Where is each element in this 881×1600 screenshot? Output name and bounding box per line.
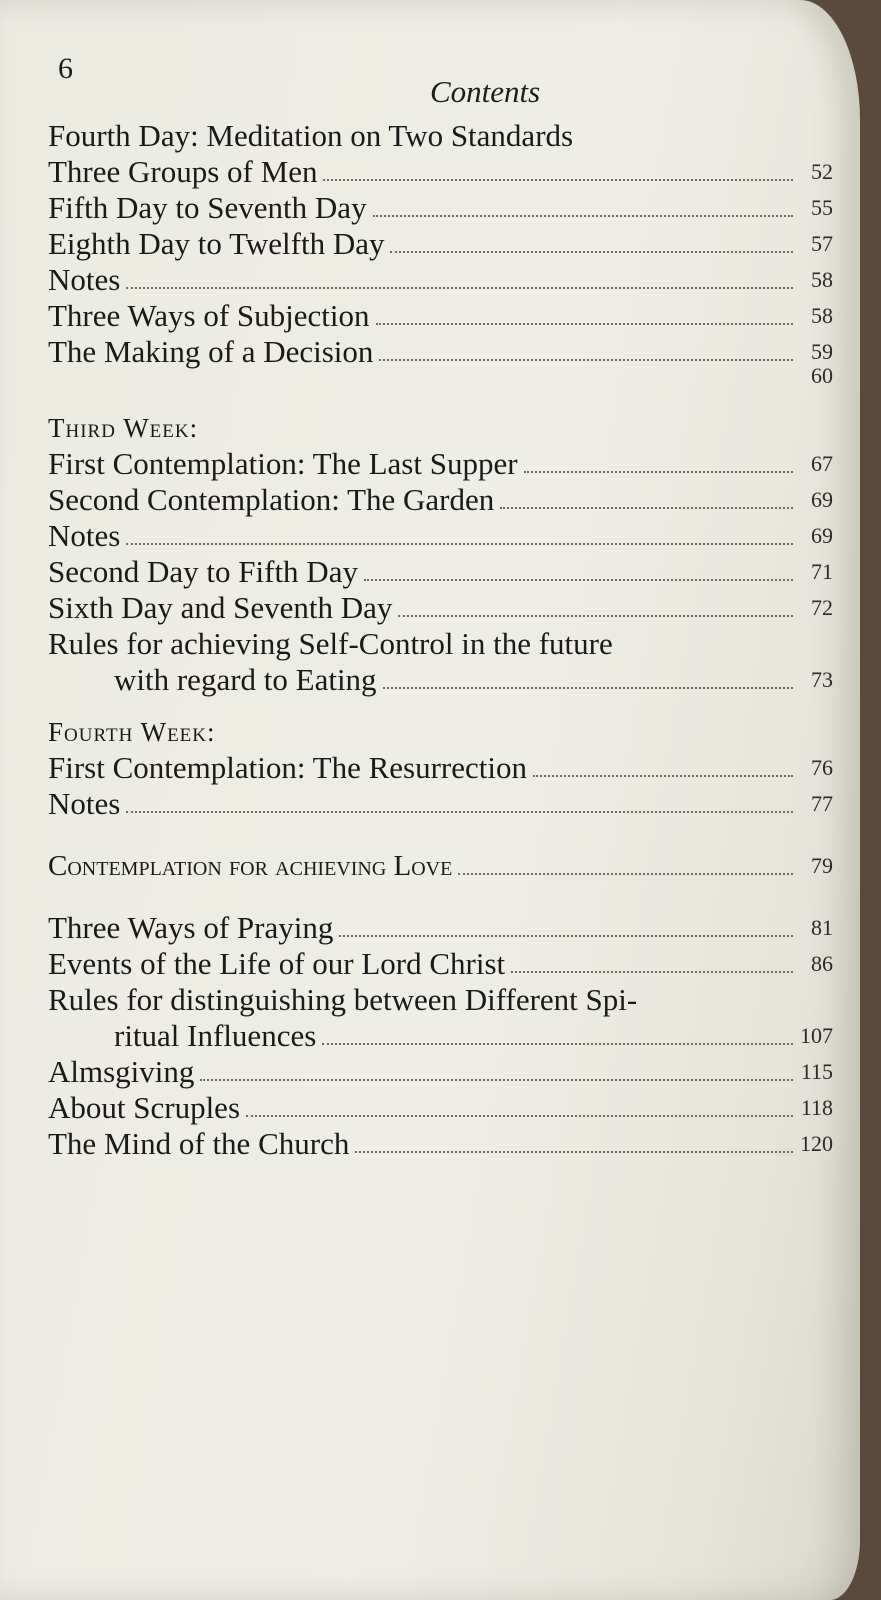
dot-leader	[390, 251, 793, 253]
toc-entry-title: Contemplation for achieving Love	[48, 850, 453, 882]
dot-leader	[511, 971, 793, 973]
dot-leader	[383, 687, 793, 689]
dot-leader	[246, 1115, 793, 1117]
dot-leader	[533, 775, 793, 777]
toc-entry-page: 72	[811, 595, 833, 620]
dot-leader	[322, 1043, 793, 1045]
toc-entry-title: Eighth Day to Twelfth Day	[48, 226, 385, 261]
toc-entry-title: with regard to Eating	[114, 662, 377, 697]
toc-entry	[48, 946, 833, 982]
toc-entry	[48, 1090, 833, 1126]
toc-entry-page: 118	[800, 1095, 833, 1120]
toc-entry-title: Rules for achieving Self-Control in the future	[48, 626, 613, 661]
toc-entry-page: 86	[811, 951, 833, 976]
toc-entry	[48, 1126, 833, 1162]
table-of-contents	[48, 118, 833, 1162]
toc-entry-title: Sixth Day and Seventh Day	[48, 590, 393, 625]
toc-entry	[48, 190, 833, 226]
toc-entry-title: Fifth Day to Seventh Day	[48, 190, 367, 225]
toc-entry-page: 76	[811, 755, 833, 780]
toc-entry	[48, 482, 833, 518]
toc-entry-page: 69	[811, 487, 833, 512]
toc-entry-page: 79	[811, 853, 833, 878]
dot-leader	[373, 215, 793, 217]
toc-entry	[48, 446, 833, 482]
toc-entry	[48, 662, 833, 698]
section-heading-third-week: Third Week:	[48, 413, 199, 443]
toc-entry-title: Notes	[48, 786, 121, 821]
toc-entry	[48, 1054, 833, 1090]
dot-leader	[458, 873, 793, 875]
dot-leader	[323, 179, 793, 181]
toc-entry-page: 81	[811, 915, 833, 940]
toc-entry-title: Fourth Day: Meditation on Two Standards	[48, 118, 574, 153]
dot-leader	[500, 507, 793, 509]
toc-entry-title: Notes	[48, 518, 121, 553]
toc-entry-title: Second Contemplation: The Garden	[48, 482, 495, 517]
toc-entry-page: 58	[811, 303, 833, 328]
toc-entry	[48, 786, 833, 822]
dot-leader	[364, 579, 793, 581]
toc-entry-title: Almsgiving	[48, 1054, 195, 1089]
toc-entry-title: The Making of a Decision	[48, 334, 374, 369]
toc-entry-page: 69	[811, 523, 833, 548]
toc-entry-title: The Mind of the Church	[48, 1126, 350, 1161]
toc-entry-page: 52	[811, 159, 833, 184]
toc-entry-page: 60	[811, 363, 833, 388]
dot-leader	[126, 287, 793, 289]
dot-leader	[200, 1079, 793, 1081]
toc-entry	[48, 518, 833, 554]
dot-leader	[339, 935, 793, 937]
toc-entry-title: About Scruples	[48, 1090, 241, 1125]
toc-entry-page: 57	[811, 231, 833, 256]
toc-entry-title: Three Ways of Subjection	[48, 298, 370, 333]
dot-leader	[355, 1151, 793, 1153]
toc-entry-page: 73	[811, 667, 833, 692]
toc-entry	[48, 363, 833, 394]
toc-entry-title: ritual Influences	[114, 1018, 317, 1053]
toc-entry-page: 67	[811, 451, 833, 476]
dot-leader	[126, 811, 793, 813]
toc-entry-title: First Contemplation: The Resurrection	[48, 750, 528, 785]
dot-leader	[524, 471, 793, 473]
toc-entry	[48, 226, 833, 262]
toc-entry-page: 55	[811, 195, 833, 220]
toc-entry	[48, 982, 833, 1018]
page-number: 6	[58, 52, 73, 85]
toc-entry	[48, 298, 833, 334]
section-heading-fourth-week: Fourth Week:	[48, 717, 216, 747]
toc-entry	[48, 750, 833, 786]
toc-entry-page: 120	[800, 1131, 833, 1156]
toc-entry-title: Notes	[48, 262, 121, 297]
toc-entry-page: 77	[811, 791, 833, 816]
toc-entry	[48, 910, 833, 946]
toc-entry-page: 115	[800, 1059, 833, 1084]
toc-entry-title: Events of the Life of our Lord Christ	[48, 946, 506, 981]
dot-leader	[126, 543, 793, 545]
dot-leader	[379, 359, 793, 361]
dot-leader	[376, 323, 794, 325]
toc-entry-page: 107	[800, 1023, 833, 1048]
toc-entry-title: Rules for distinguishing between Different Spi-	[48, 982, 638, 1017]
toc-entry-title: Three Ways of Praying	[48, 910, 334, 945]
dot-leader	[398, 615, 793, 617]
toc-entry	[48, 334, 833, 370]
toc-entry-title: First Contemplation: The Last Supper	[48, 446, 518, 481]
toc-entry-page: 59	[811, 339, 833, 364]
toc-entry-page: 71	[811, 559, 833, 584]
toc-entry	[48, 848, 833, 884]
toc-entry	[48, 262, 833, 298]
toc-entry-page: 58	[811, 267, 833, 292]
toc-entry	[48, 590, 833, 626]
running-head: Contents	[430, 74, 541, 109]
toc-entry	[48, 554, 833, 590]
toc-entry	[48, 154, 833, 190]
toc-entry	[48, 1018, 833, 1054]
toc-entry-title: Three Groups of Men	[48, 154, 318, 189]
toc-entry	[48, 118, 833, 154]
toc-entry	[48, 626, 833, 662]
toc-entry-title: Second Day to Fifth Day	[48, 554, 358, 589]
